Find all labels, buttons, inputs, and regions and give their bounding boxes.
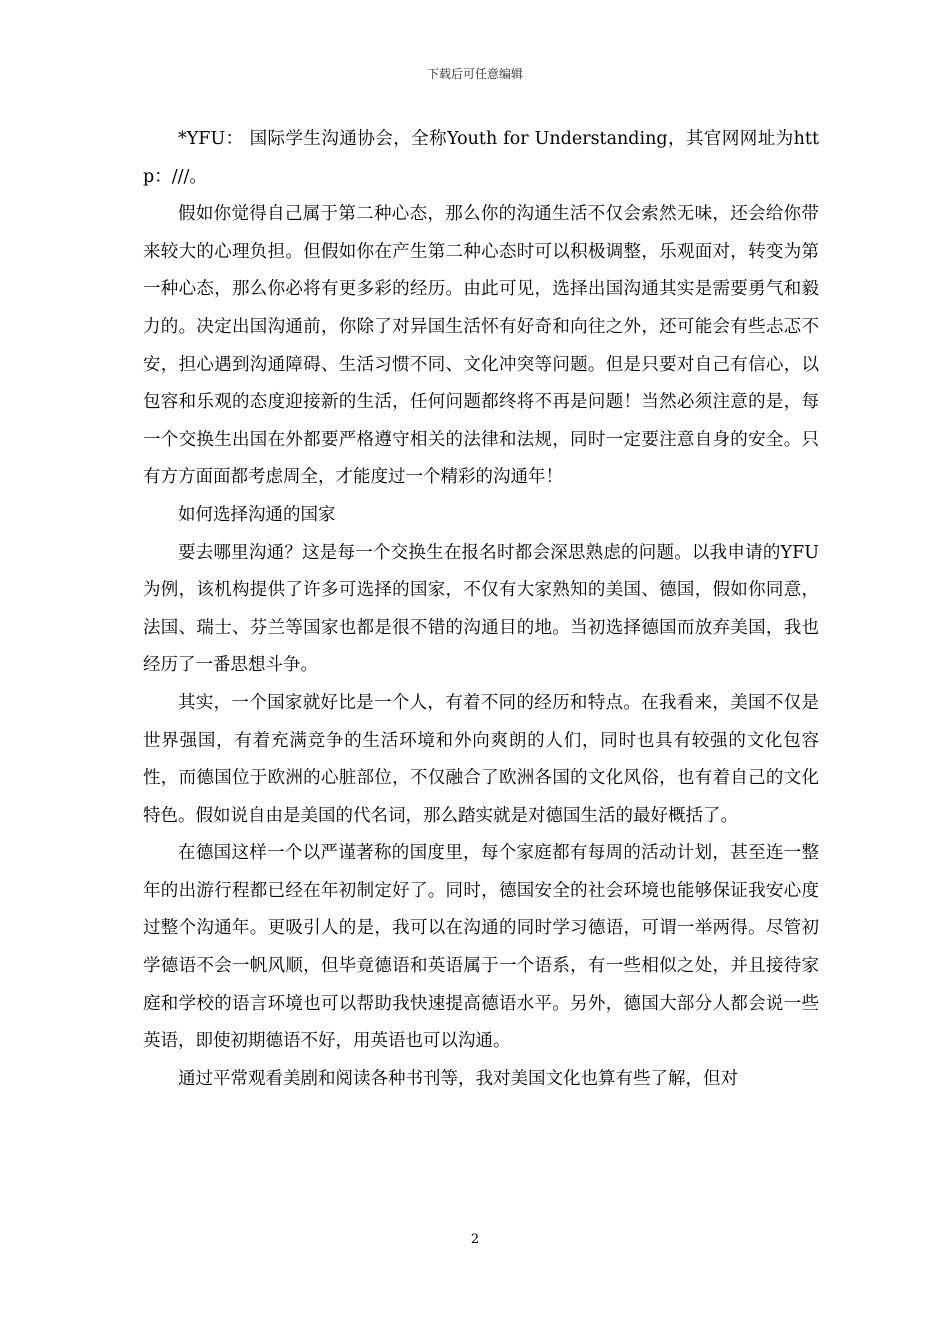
page-header: 下载后可任意编辑 (426, 67, 523, 81)
section-heading: 如何选择沟通的国家 (178, 504, 336, 525)
page-number: 2 (470, 1232, 480, 1247)
paragraph-mindset: 假如你觉得自己属于第二种心态，那么你的沟通生活不仅会索然无味，还会给你带来较大的心理负担。但假如你在产生第二种心态时可以积极调整，乐观面对，转变为第一种心态，那么你必将有更多彩的经历。由此可见，选择出国沟通其实是需要勇气和毅力的。决定出国沟通前，你除了对异国生活怀有好奇和向往之外，还可能会有些忐忑不安，担心遇到沟通障碍、生活习惯不同、文化冲突等问题。但是只要对自己有信心，以包容和乐观的态度迎接新的生活，任何问题都终将不再是问题！当然必须注意的是，每一个交换生出国在外都要严格遵守相关的法律和法规，同时一定要注意自身的安全。只有方方面面都考虑周全，才能度过一个精彩的沟通年！ (143, 204, 819, 488)
paragraph-where-to-go: 要去哪里沟通？这是每一个交换生在报名时都会深思熟虑的问题。以我申请的YFU为例，该机构提供了许多可选择的国家，不仅有大家熟知的美国、德国，假如你同意，法国、瑞士、芬兰等国家也都是很不错的沟通目的地。当初选择德国而放弃美国，我也经历了一番思想斗争。 (143, 542, 819, 676)
paragraph-america-culture: 通过平常观看美剧和阅读各种书刊等，我对美国文化也算有些了解，但对 (178, 1068, 738, 1089)
paragraph-country-comparison: 其实，一个国家就好比是一个人，有着不同的经历和特点。在我看来，美国不仅是世界强国，有着充满竞争的生活环境和外向爽朗的人们，同时也具有较强的文化包容性，而德国位于欧洲的心脏部位，不仅融合了欧洲各国的文化风俗，也有着自己的文化特色。假如说自由是美国的代名词，那么踏实就是对德国生活的最好概括了。 (143, 692, 819, 826)
paragraph-germany: 在德国这样一个以严谨著称的国度里，每个家庭都有每周的活动计划，甚至连一整年的出游行程都已经在年初制定好了。同时，德国安全的社会环境也能够保证我安心度过整个沟通年。更吸引人的是，我可以在沟通的同时学习德语，可谓一举两得。尽管初学德语不会一帆风顺，但毕竟德语和英语属于一个语系，有一些相似之处，并且接待家庭和学校的语言环境也可以帮助我快速提高德语水平。另外，德国大部分人都会说一些英语，即使初期德语不好，用英语也可以沟通。 (143, 843, 819, 1052)
document-body (143, 121, 819, 1098)
paragraph-yfu-note: *YFU： 国际学生沟通协会，全称Youth for Understanding，其官网网址为http：///。 (143, 129, 819, 187)
